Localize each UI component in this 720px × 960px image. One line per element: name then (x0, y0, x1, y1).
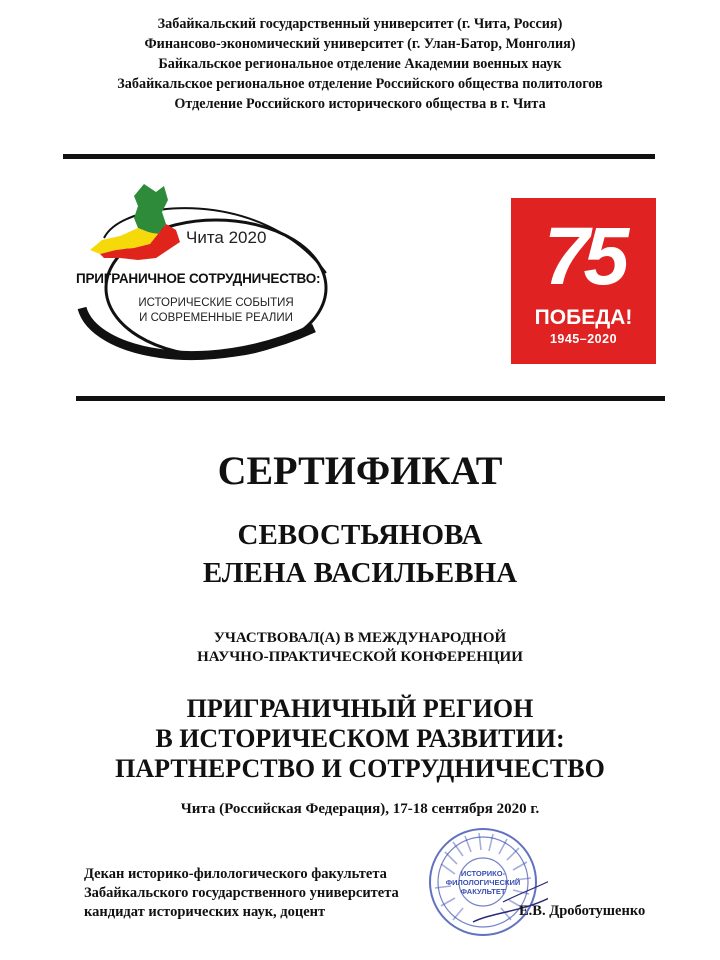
stamp-text-1: ИСТОРИКО- (460, 869, 506, 878)
participation-statement (0, 629, 720, 667)
conference-logo-subtitle (136, 296, 296, 326)
conference-city-year: Чита 2020 (186, 228, 267, 247)
stamp-text-3: ФАКУЛЬТЕТ (460, 887, 506, 896)
signatory-position (84, 865, 399, 922)
conference-logo-subtitle-2: И СОВРЕМЕННЫЕ РЕАЛИИ (139, 312, 293, 324)
org-line: Забайкальское региональное отделение Российского общества политологов (117, 76, 603, 92)
organizations-header (0, 14, 720, 114)
recipient-surname: СЕВОСТЬЯНОВА (237, 519, 483, 551)
org-line: Отделение Российского исторического общества в г. Чита (174, 96, 546, 112)
stamp-text-2: ФИЛОЛОГИЧЕСКИЙ (445, 878, 521, 887)
signatory-name: Е.В. Дроботушенко (519, 903, 646, 919)
conference-logo-subtitle-1: ИСТОРИЧЕСКИЕ СОБЫТИЯ (138, 297, 294, 309)
conference-line-2: В ИСТОРИЧЕСКОМ РАЗВИТИИ: (155, 724, 565, 753)
victory-number: 75 (543, 211, 624, 302)
conference-logo (64, 178, 334, 378)
certificate-title: СЕРТИФИКАТ (217, 448, 503, 493)
conference-name (0, 694, 720, 784)
conference-line-1: ПРИГРАНИЧНЫЙ РЕГИОН (186, 694, 534, 723)
top-divider (63, 154, 655, 159)
recipient-given-names: ЕЛЕНА ВАСИЛЬЕВНА (202, 557, 518, 589)
place-and-date: Чита (Российская Федерация), 17-18 сентября 2020 г. (180, 801, 540, 817)
org-line: Забайкальский государственный университет (г. Чита, Россия) (157, 16, 563, 32)
map-green-part (134, 184, 168, 234)
victory-75-logo (511, 198, 656, 364)
signatory-line-3: кандидат исторических наук, доцент (84, 904, 326, 920)
org-line: Финансово-экономический университет (г. Улан-Батор, Монголия) (144, 36, 576, 52)
victory-years: 1945–2020 (549, 332, 618, 346)
signatory-line-1: Декан историко-филологического факультета (84, 866, 387, 882)
org-line: Байкальское региональное отделение Академии военных наук (158, 56, 562, 72)
conference-line-3: ПАРТНЕРСТВО И СОТРУДНИЧЕСТВО (115, 754, 605, 783)
participation-line-1: УЧАСТВОВАЛ(А) В МЕЖДУНАРОДНОЙ (213, 630, 507, 646)
victory-word: ПОБЕДА! (534, 306, 633, 329)
middle-divider (76, 396, 665, 401)
participation-line-2: НАУЧНО-ПРАКТИЧЕСКОЙ КОНФЕРЕНЦИИ (197, 649, 523, 665)
recipient-name (0, 516, 720, 592)
signatory-line-2: Забайкальского государственного университета (84, 885, 399, 901)
conference-logo-title: ПРИГРАНИЧНОЕ СОТРУДНИЧЕСТВО: (76, 271, 321, 286)
